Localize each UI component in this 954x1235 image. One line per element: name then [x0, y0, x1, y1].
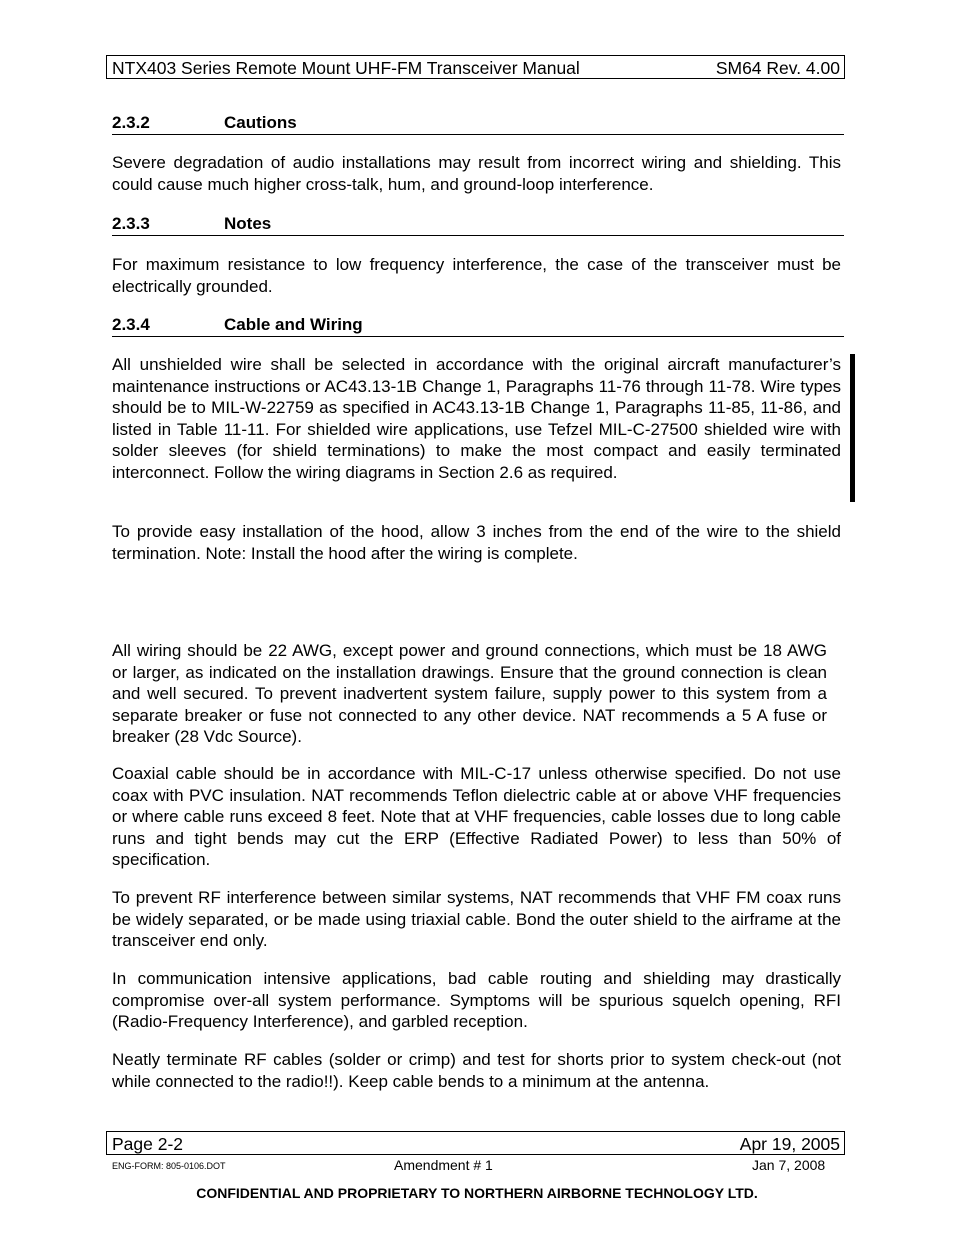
section-title: Cable and Wiring	[224, 315, 363, 334]
wiring-paragraph-5: To prevent RF interference between similar systems, NAT recommends that VHF FM coax runs be widely separated, or be made using triaxial cable. Bond the outer shield to the airframe at the transceiver end only.	[112, 888, 841, 950]
revision-change-bar	[850, 354, 855, 502]
document-revision: SM64 Rev. 4.00	[715, 58, 840, 78]
notes-paragraph: For maximum resistance to low frequency interference, the case of the transceiver must be electrically grounded.	[112, 255, 841, 296]
wiring-paragraph-1: All unshielded wire shall be selected in accordance with the original aircraft manufacturer’s maintenance instructions or AC43.13-1B Change 1, Paragraphs 11-76 through 11-78. Wire types should be to MIL-W-22759 as specified in AC43.13-1B Change 1, Paragraphs 11-85, 11-86, and listed in Table 11-11. For shielded wire applications, use Tefzel MIL-C-27500 shielded wire with solder sleeves (for shield terminations) to make the most compact and easily terminated interconnect. Follow the wiring diagrams in Section 2.6 as required.	[112, 355, 841, 482]
page-footer	[106, 1131, 845, 1155]
confidential-notice: CONFIDENTIAL AND PROPRIETARY TO NORTHERN AIRBORNE TECHNOLOGY LTD.	[196, 1185, 758, 1201]
wiring-paragraph-6: In communication intensive applications, bad cable routing and shielding may drastically compromise over-all system performance. Symptoms will be spurious squelch opening, RFI (Radio-Frequency Interference), and garbled reception.	[112, 969, 841, 1031]
section-heading-cable-and-wiring	[112, 315, 844, 337]
form-code: ENG-FORM: 805-0106.DOT	[112, 1161, 226, 1171]
section-title: Notes	[224, 214, 272, 233]
footer-date: Apr 19, 2005	[739, 1134, 840, 1154]
amendment-date: Jan 7, 2008	[752, 1157, 826, 1173]
section-number: 2.3.3	[112, 214, 150, 233]
section-heading-cautions	[112, 113, 844, 135]
wiring-paragraph-3: All wiring should be 22 AWG, except power and ground connections, which must be 18 AWG or larger, as indicated on the installation drawings. Ensure that the ground connection is clean and well secured. To prevent inadvertent system failure, supply power to this system from a separate breaker or fuse not connected to any other device. NAT recommends a 5 A fuse or breaker (28 Vdc Source).	[112, 641, 827, 746]
cautions-paragraph: Severe degradation of audio installations may result from incorrect wiring and shielding. This could cause much higher cross-talk, hum, and ground-loop interference.	[112, 153, 841, 194]
section-number: 2.3.4	[112, 315, 150, 334]
page-header	[106, 55, 845, 79]
document-title: NTX403 Series Remote Mount UHF-FM Transceiver Manual	[112, 58, 580, 78]
section-number: 2.3.2	[112, 113, 150, 132]
wiring-paragraph-2: To provide easy installation of the hood, allow 3 inches from the end of the wire to the shield termination. Note: Install the hood after the wiring is complete.	[112, 522, 841, 563]
amendment-number: Amendment # 1	[394, 1157, 493, 1173]
wiring-paragraph-7: Neatly terminate RF cables (solder or crimp) and test for shorts prior to system check-out (not while connected to the radio!!). Keep cable bends to a minimum at the antenna.	[112, 1050, 841, 1091]
wiring-paragraph-4: Coaxial cable should be in accordance with MIL-C-17 unless otherwise specified. Do not use coax with PVC insulation. NAT recommends Teflon dielectric cable at or above VHF frequencies or where cable runs exceed 8 feet. Note that at VHF frequencies, cable losses due to long cable runs and tight bends may cut the ERP (Effective Radiated Power) to less than 50% of specification.	[112, 764, 841, 869]
page-number: Page 2-2	[112, 1134, 184, 1154]
section-heading-notes	[112, 214, 844, 236]
section-title: Cautions	[224, 113, 297, 132]
